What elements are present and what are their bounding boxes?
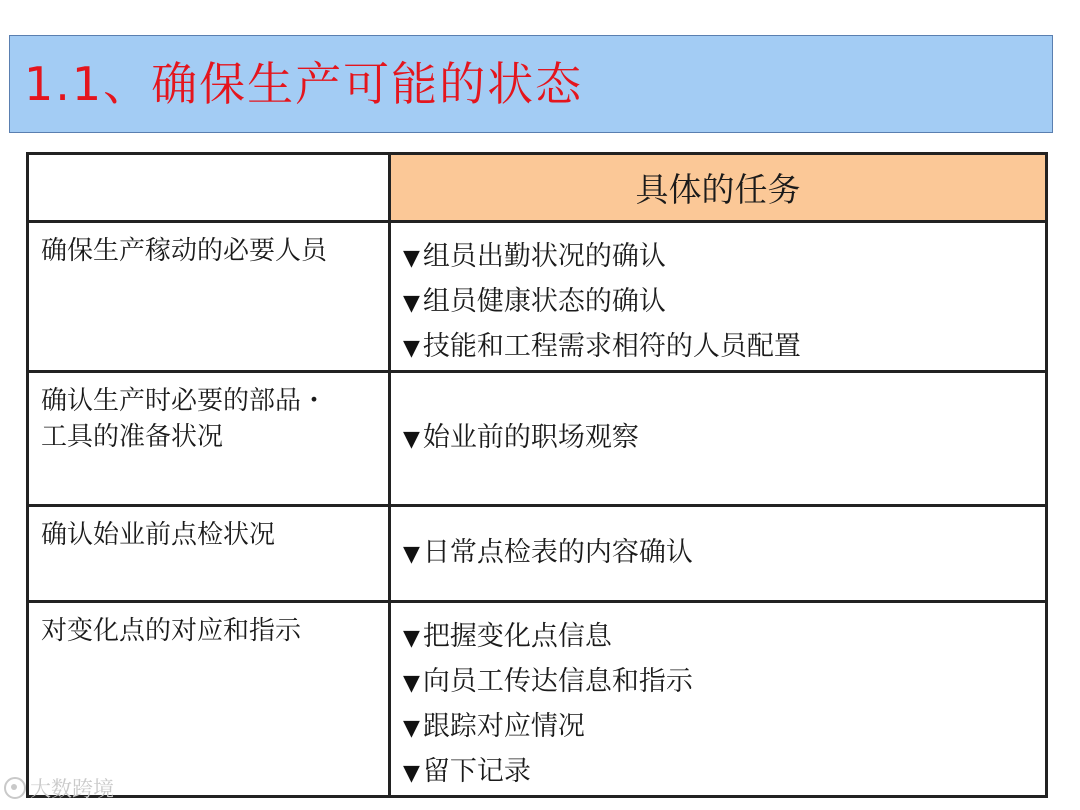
task-item xyxy=(403,750,1037,795)
tasks-cell xyxy=(390,372,1047,506)
table-row xyxy=(28,602,1047,797)
category-cell xyxy=(28,506,390,602)
table-row xyxy=(28,372,1047,506)
triangle-bullet-icon: ▼ xyxy=(403,761,420,786)
category-text: 确认始业前点检状况 xyxy=(41,520,276,550)
task-item xyxy=(403,660,1037,705)
task-text: 组员出勤状况的确认 xyxy=(422,241,666,272)
watermark xyxy=(4,773,114,803)
task-text: 向员工传达信息和指示 xyxy=(422,666,693,697)
triangle-bullet-icon: ▼ xyxy=(403,716,420,741)
title-bar xyxy=(9,35,1053,133)
category-text: 对变化点的对应和指示 xyxy=(41,616,302,646)
task-item xyxy=(403,325,1037,370)
category-cell xyxy=(28,602,390,797)
task-text: 组员健康状态的确认 xyxy=(422,286,666,317)
table-row xyxy=(28,506,1047,602)
triangle-bullet-icon: ▼ xyxy=(403,427,420,452)
task-item xyxy=(403,705,1037,750)
task-text: 始业前的职场观察 xyxy=(422,422,639,453)
task-item xyxy=(403,615,1037,660)
category-cell xyxy=(28,222,390,372)
category-text: 确认生产时必要的部品・ xyxy=(41,386,328,416)
task-item xyxy=(403,531,1037,576)
task-text: 技能和工程需求相符的人员配置 xyxy=(422,331,801,362)
triangle-bullet-icon: ▼ xyxy=(403,291,420,316)
tasks-cell xyxy=(390,602,1047,797)
triangle-bullet-icon: ▼ xyxy=(403,542,420,567)
task-item xyxy=(403,416,1037,461)
watermark-text: 大数跨境 xyxy=(30,777,114,801)
triangle-bullet-icon: ▼ xyxy=(403,246,420,271)
triangle-bullet-icon: ▼ xyxy=(403,336,420,361)
header-empty-cell xyxy=(28,154,390,222)
task-text: 跟踪对应情况 xyxy=(422,711,585,742)
watermark-logo-icon xyxy=(4,777,26,799)
task-item xyxy=(403,235,1037,280)
task-text: 留下记录 xyxy=(422,756,531,787)
table-header-row xyxy=(28,154,1047,222)
task-table xyxy=(26,152,1048,798)
task-text: 把握变化点信息 xyxy=(422,621,612,652)
category-text: 工具的准备状况 xyxy=(41,422,224,452)
triangle-bullet-icon: ▼ xyxy=(403,671,420,696)
header-tasks-cell: 具体的任务 xyxy=(390,154,1047,222)
category-cell xyxy=(28,372,390,506)
task-item xyxy=(403,280,1037,325)
task-text: 日常点检表的内容确认 xyxy=(422,537,693,568)
slide-title: 1.1、确保生产可能的状态 xyxy=(24,57,584,111)
category-text: 确保生产稼动的必要人员 xyxy=(41,236,328,266)
triangle-bullet-icon: ▼ xyxy=(403,626,420,651)
tasks-cell xyxy=(390,222,1047,372)
tasks-cell xyxy=(390,506,1047,602)
table-row xyxy=(28,222,1047,372)
